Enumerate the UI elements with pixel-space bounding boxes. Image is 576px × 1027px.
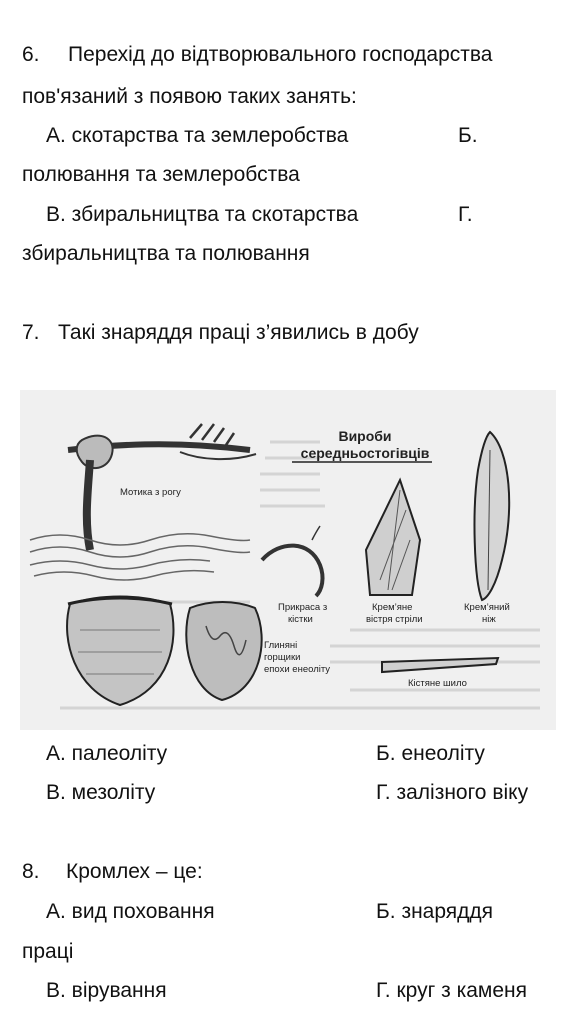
label-bone-ornament-1: Прикраса з [278, 602, 328, 613]
q6-option-b-text: полювання та землеробства [22, 163, 300, 186]
q7-option-c: В. мезоліту [46, 781, 156, 804]
q6-option-d-text: збиральництва та полювання [22, 242, 310, 265]
q6-question-line1: Перехід до відтворювального господарства [68, 43, 493, 66]
clay-pot-large [67, 597, 173, 706]
q6-option-a: А. скотарства та землеробства [46, 124, 349, 147]
artifacts-figure [20, 390, 556, 730]
figure-title-line2: середньостогівців [300, 445, 430, 461]
q8-question: Кромлех – це: [66, 860, 203, 883]
q6-option-b-letter: Б. [458, 124, 478, 147]
q8-option-b-continued: праці [22, 940, 74, 963]
bone-awl [382, 658, 498, 672]
q8-option-c: В. вірування [46, 979, 167, 1002]
label-flint-knife-1: Крем’яний [464, 602, 510, 613]
label-antler-hoe: Мотика з рогу [120, 487, 181, 498]
ground-hatching [30, 534, 250, 580]
q8-option-b: Б. знаряддя [376, 900, 494, 923]
label-flint-knife-2: ніж [482, 614, 496, 625]
label-arrowhead-2: вістря стріли [366, 614, 423, 625]
q6-number: 6. [22, 43, 40, 66]
q7-question: Такі знаряддя праці з’явились в добу [58, 321, 419, 344]
label-bone-ornament-2: кістки [288, 614, 313, 625]
q8-number: 8. [22, 860, 40, 883]
bone-ornament [262, 546, 323, 596]
q7-option-d: Г. залізного віку [376, 781, 529, 804]
label-bone-awl: Кістяне шило [408, 678, 467, 689]
q8-option-d: Г. круг з каменя [376, 979, 527, 1002]
q6-option-c: В. збиральництва та скотарства [46, 203, 359, 226]
label-clay-pots-1: Глиняні [264, 640, 298, 651]
q7-number: 7. [22, 321, 40, 344]
label-clay-pots-2: горщики [264, 652, 301, 663]
label-clay-pots-3: епохи енеоліту [264, 664, 331, 675]
artifacts-drawing [20, 390, 556, 730]
q7-option-b: Б. енеоліту [376, 742, 485, 765]
q6-question-line2: пов'язаний з появою таких занять: [22, 85, 357, 108]
q6-option-d-letter: Г. [458, 203, 473, 226]
figure-title-line1: Вироби [338, 428, 392, 444]
flint-arrowhead [366, 480, 420, 595]
clay-pot-small [186, 602, 261, 700]
q7-option-a: А. палеоліту [46, 742, 168, 765]
flint-knife [475, 432, 510, 600]
label-arrowhead-1: Крем’яне [372, 602, 413, 613]
q8-option-a: А. вид поховання [46, 900, 215, 923]
